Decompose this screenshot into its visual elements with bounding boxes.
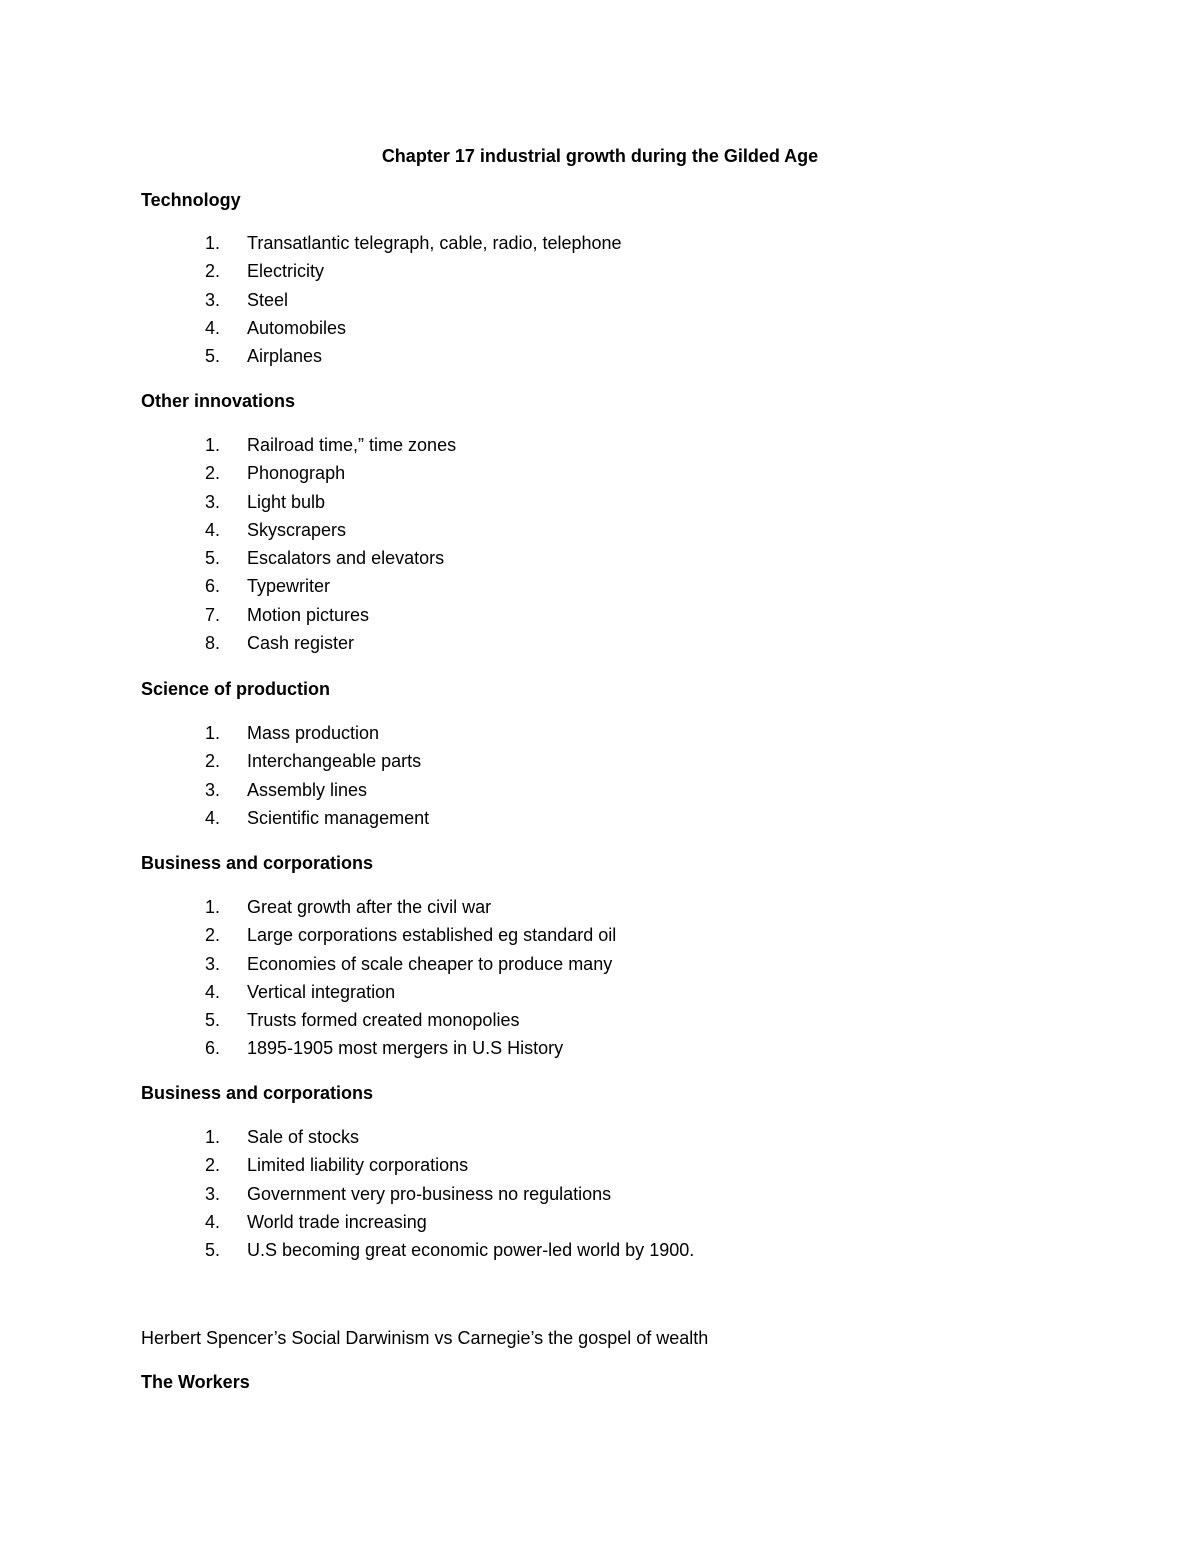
section-heading-the-workers: The Workers — [141, 1372, 250, 1392]
document-page: Chapter 17 industrial growth during the Gilded Age Technology 1. Transatlantic telegraph, cable, radio, telephone 2. Electricity 3. Steel 4. Automobiles 5. Airplanes Other innovations 1. Railroad time,” time zones 2. Phonograph 3. Light bulb 4. Skyscrapers 5. Escalators and elevators 6. Typewriter 7. Motion pictures 8. Cash register Science of production 1. Mass production 2. Interchangeable parts 3. Assembly lines 4. Scientific management Business and corporations 1. Great growth after the civil war 2. Large corporations established eg standard oil 3. Economies of scale cheaper to produce many 4. Vertical integration 5. Trusts formed created monopolies 6. 1895-1905 most mergers in U.S History Business and corporations 1. Sale of stocks 2. Limited liability corporations 3. Government very pro-business no regulations 4. World trade increasing 5. U.S becoming great economic power-led world by 1900. Herbert Spencer’s Social Darwinism vs Carnegie’s the gospel of wealth The Workers — [0, 0, 1200, 1553]
section-heading-science-of-production: Science of production — [141, 679, 331, 699]
section-heading-other-innovations: Other innovations — [141, 391, 296, 411]
section-heading-business-and-corporations: Business and corporations — [141, 853, 374, 873]
document-title: Chapter 17 industrial growth during the Gilded Age — [381, 146, 819, 166]
section-heading-technology: Technology — [141, 190, 241, 210]
paragraph-social-darwinism: Herbert Spencer’s Social Darwinism vs Carnegie’s the gospel of wealth — [141, 1328, 709, 1348]
section-heading-business-and-corporations-2: Business and corporations — [141, 1083, 374, 1103]
